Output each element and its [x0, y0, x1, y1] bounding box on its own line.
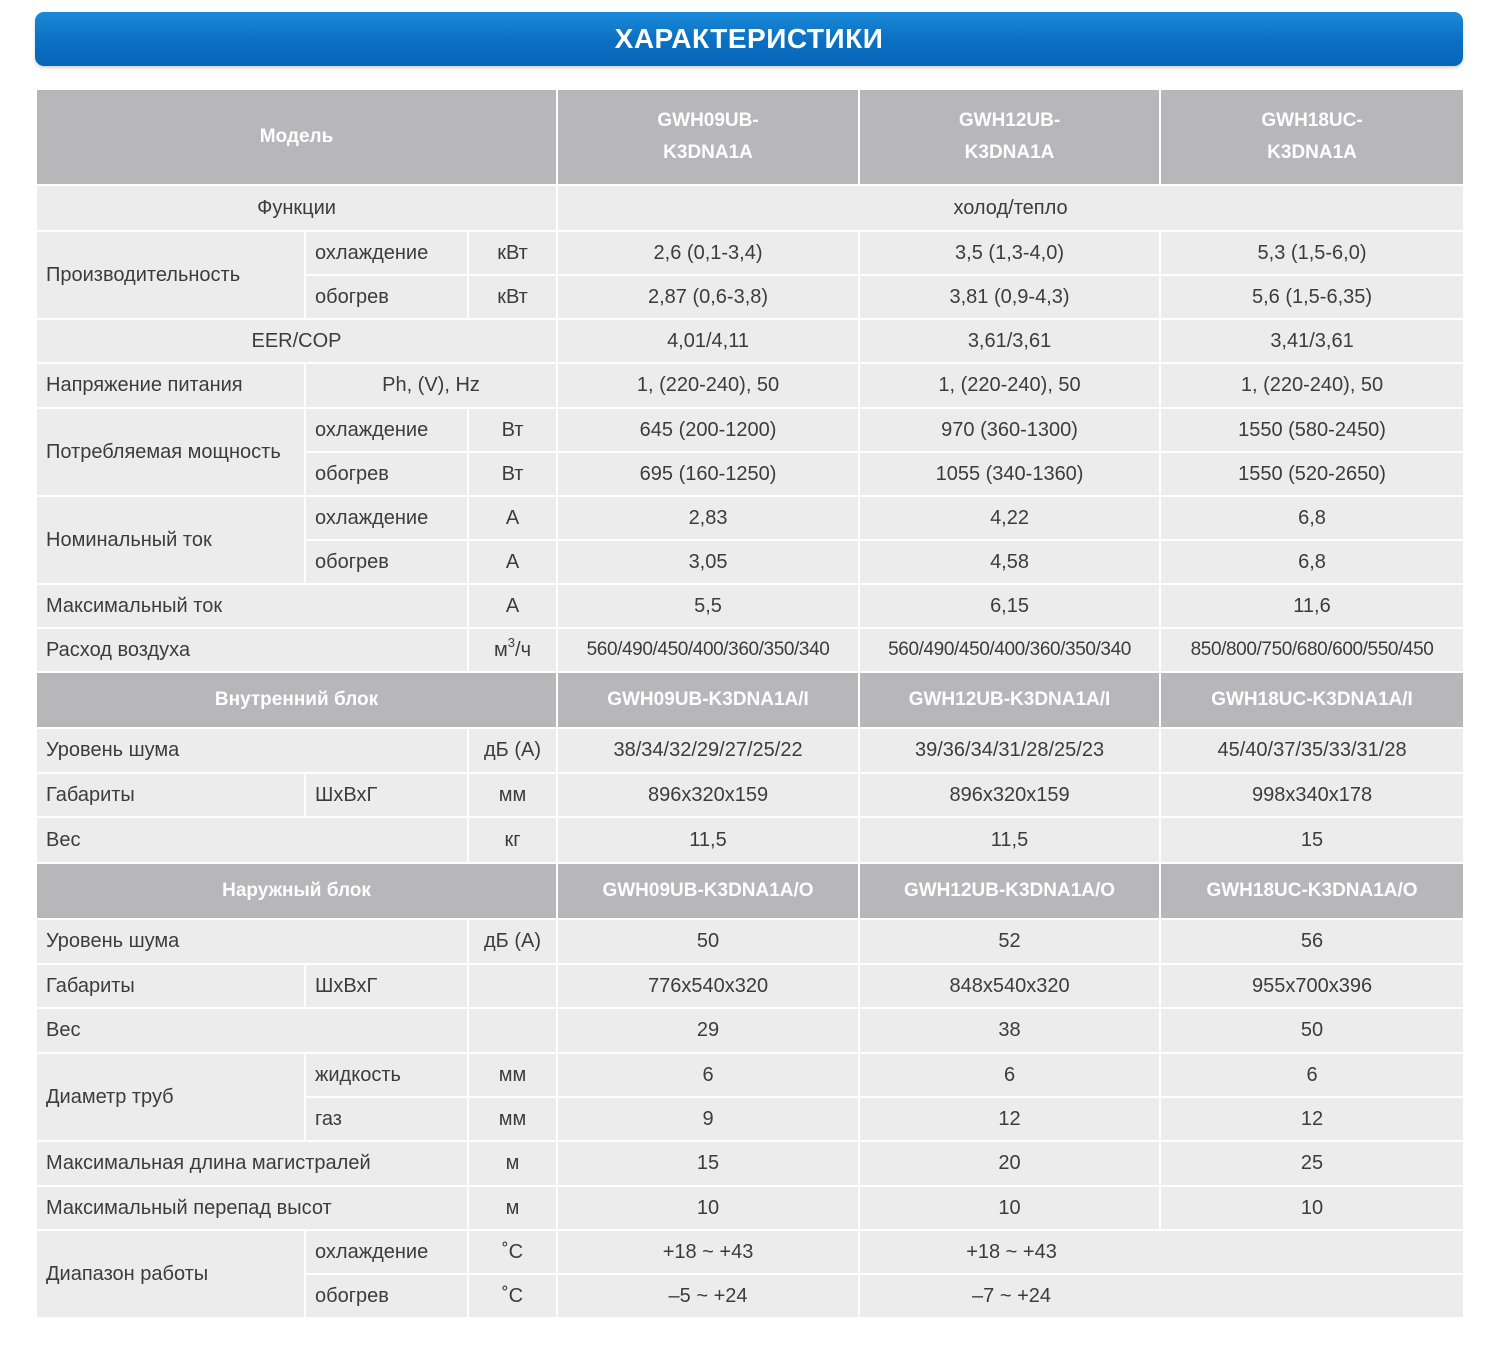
range-cooling-value: +18 ~ +43: [859, 1230, 1464, 1274]
range-heating-value: –7 ~ +24: [859, 1274, 1464, 1318]
table-row: [36, 1186, 1464, 1230]
table-row: [36, 728, 1464, 773]
range-heating-value: –5 ~ +24: [557, 1274, 859, 1318]
indoor-noise-value: 38/34/32/29/27/25/22: [557, 728, 859, 773]
indoor-weight-value: 11,5: [859, 817, 1160, 863]
table-row: [36, 1141, 1464, 1186]
airflow-value: 560/490/450/400/360/350/340: [859, 628, 1160, 672]
pipes-liquid-value: 6: [859, 1053, 1160, 1097]
range-heating-unit: ˚С: [468, 1274, 557, 1318]
model-header-row: [36, 89, 1464, 185]
outdoor-model: GWH18UC-K3DNA1A/O: [1160, 863, 1464, 919]
power-cooling-value: 970 (360-1300): [859, 408, 1160, 452]
model-3: GWH18UC- K3DNA1A: [1160, 89, 1464, 185]
indoor-dims-label: Габариты: [36, 773, 305, 817]
outdoor-dims-unit: [468, 964, 557, 1008]
pipes-label: Диаметр труб: [36, 1053, 305, 1141]
indoor-weight-value: 11,5: [557, 817, 859, 863]
voltage-unit: Ph, (V), Hz: [305, 363, 557, 408]
pipes-liquid-value: 6: [1160, 1053, 1464, 1097]
table-row: [36, 1230, 1464, 1274]
table-row: [36, 584, 1464, 628]
outdoor-dims-value: 955x700x396: [1160, 964, 1464, 1008]
table-row: [36, 185, 1464, 231]
specifications-table: [35, 88, 1465, 1319]
outdoor-weight-label: Вес: [36, 1008, 468, 1053]
current-label: Номинальный ток: [36, 496, 305, 584]
functions-label: Функции: [36, 185, 557, 231]
max-length-value: 20: [859, 1141, 1160, 1186]
table-row: [36, 919, 1464, 964]
pipes-liquid-value: 6: [557, 1053, 859, 1097]
pipes-gas-unit: мм: [468, 1097, 557, 1141]
airflow-label: Расход воздуха: [36, 628, 468, 672]
eer-label: EER/COP: [36, 319, 557, 363]
current-cooling-value: 6,8: [1160, 496, 1464, 540]
table-row: [36, 964, 1464, 1008]
outdoor-noise-value: 56: [1160, 919, 1464, 964]
indoor-weight-value: 15: [1160, 817, 1464, 863]
voltage-value: 1, (220-240), 50: [1160, 363, 1464, 408]
eer-value: 3,41/3,61: [1160, 319, 1464, 363]
indoor-dims-sub: ШхВхГ: [305, 773, 468, 817]
range-cooling-unit: ˚С: [468, 1230, 557, 1274]
outdoor-weight-value: 50: [1160, 1008, 1464, 1053]
indoor-model: GWH18UC-K3DNA1A/I: [1160, 672, 1464, 728]
current-heating-unit: А: [468, 540, 557, 584]
model-1: GWH09UB- K3DNA1A: [557, 89, 859, 185]
power-cooling-label: охлаждение: [305, 408, 468, 452]
max-current-value: 11,6: [1160, 584, 1464, 628]
outdoor-model: GWH09UB-K3DNA1A/O: [557, 863, 859, 919]
power-cooling-value: 1550 (580-2450): [1160, 408, 1464, 452]
power-cooling-unit: Вт: [468, 408, 557, 452]
current-heating-value: 3,05: [557, 540, 859, 584]
indoor-dims-value: 896x320x159: [557, 773, 859, 817]
current-cooling-unit: А: [468, 496, 557, 540]
voltage-value: 1, (220-240), 50: [859, 363, 1160, 408]
max-length-value: 25: [1160, 1141, 1464, 1186]
capacity-cooling-value: 2,6 (0,1-3,4): [557, 231, 859, 275]
section-title-banner: [35, 12, 1463, 66]
table-row: [36, 817, 1464, 863]
indoor-dims-value: 998x340x178: [1160, 773, 1464, 817]
outdoor-dims-value: 776x540x320: [557, 964, 859, 1008]
capacity-cooling-label: охлаждение: [305, 231, 468, 275]
power-heating-unit: Вт: [468, 452, 557, 496]
max-length-unit: м: [468, 1141, 557, 1186]
outdoor-weight-value: 29: [557, 1008, 859, 1053]
current-cooling-label: охлаждение: [305, 496, 468, 540]
range-cooling-value: +18 ~ +43: [557, 1230, 859, 1274]
pipes-gas-value: 12: [859, 1097, 1160, 1141]
pipes-gas-label: газ: [305, 1097, 468, 1141]
outdoor-header-row: [36, 863, 1464, 919]
table-row: [36, 1008, 1464, 1053]
max-length-label: Максимальная длина магистралей: [36, 1141, 468, 1186]
indoor-label: Внутренний блок: [36, 672, 557, 728]
indoor-dims-value: 896x320x159: [859, 773, 1160, 817]
current-cooling-value: 4,22: [859, 496, 1160, 540]
indoor-model: GWH09UB-K3DNA1A/I: [557, 672, 859, 728]
outdoor-weight-unit: [468, 1008, 557, 1053]
capacity-heating-value: 2,87 (0,6-3,8): [557, 275, 859, 319]
power-heating-value: 1055 (340-1360): [859, 452, 1160, 496]
outdoor-model: GWH12UB-K3DNA1A/O: [859, 863, 1160, 919]
table-row: [36, 773, 1464, 817]
max-current-value: 6,15: [859, 584, 1160, 628]
capacity-heating-value: 5,6 (1,5-6,35): [1160, 275, 1464, 319]
indoor-header-row: [36, 672, 1464, 728]
indoor-noise-label: Уровень шума: [36, 728, 468, 773]
section-title: ХАРАКТЕРИСТИКИ: [614, 23, 884, 54]
max-current-unit: А: [468, 584, 557, 628]
max-height-value: 10: [859, 1186, 1160, 1230]
table-row: [36, 231, 1464, 275]
current-heating-value: 6,8: [1160, 540, 1464, 584]
indoor-weight-unit: кг: [468, 817, 557, 863]
pipes-gas-value: 9: [557, 1097, 859, 1141]
table-row: [36, 408, 1464, 452]
capacity-cooling-value: 3,5 (1,3-4,0): [859, 231, 1160, 275]
table-row: [36, 363, 1464, 408]
outdoor-dims-sub: ШхВхГ: [305, 964, 468, 1008]
capacity-heating-unit: кВт: [468, 275, 557, 319]
airflow-value: 560/490/450/400/360/350/340: [557, 628, 859, 672]
max-height-unit: м: [468, 1186, 557, 1230]
eer-value: 4,01/4,11: [557, 319, 859, 363]
indoor-noise-value: 45/40/37/35/33/31/28: [1160, 728, 1464, 773]
max-height-value: 10: [1160, 1186, 1464, 1230]
outdoor-noise-value: 50: [557, 919, 859, 964]
model-2: GWH12UB- K3DNA1A: [859, 89, 1160, 185]
outdoor-noise-unit: дБ (А): [468, 919, 557, 964]
power-heating-label: обогрев: [305, 452, 468, 496]
table-row: [36, 1053, 1464, 1097]
airflow-unit: $м^3/ч$: [468, 628, 557, 672]
max-height-value: 10: [557, 1186, 859, 1230]
voltage-label: Напряжение питания: [36, 363, 305, 408]
capacity-label: Производительность: [36, 231, 305, 319]
eer-value: 3,61/3,61: [859, 319, 1160, 363]
max-current-value: 5,5: [557, 584, 859, 628]
power-label: Потребляемая мощность: [36, 408, 305, 496]
pipes-liquid-label: жидкость: [305, 1053, 468, 1097]
max-current-label: Максимальный ток: [36, 584, 468, 628]
current-cooling-value: 2,83: [557, 496, 859, 540]
table-row: [36, 496, 1464, 540]
outdoor-dims-label: Габариты: [36, 964, 305, 1008]
table-row: [36, 628, 1464, 672]
indoor-model: GWH12UB-K3DNA1A/I: [859, 672, 1160, 728]
pipes-gas-value: 12: [1160, 1097, 1464, 1141]
indoor-noise-unit: дБ (А): [468, 728, 557, 773]
power-heating-value: 695 (160-1250): [557, 452, 859, 496]
capacity-cooling-unit: кВт: [468, 231, 557, 275]
airflow-value: 850/800/750/680/600/550/450: [1160, 628, 1464, 672]
max-height-label: Максимальный перепад высот: [36, 1186, 468, 1230]
model-label: Модель: [36, 89, 557, 185]
capacity-cooling-value: 5,3 (1,5-6,0): [1160, 231, 1464, 275]
functions-value: холод/тепло: [557, 185, 1464, 231]
indoor-dims-unit: мм: [468, 773, 557, 817]
range-label: Диапазон работы: [36, 1230, 305, 1318]
capacity-heating-value: 3,81 (0,9-4,3): [859, 275, 1160, 319]
current-heating-value: 4,58: [859, 540, 1160, 584]
outdoor-label: Наружный блок: [36, 863, 557, 919]
current-heating-label: обогрев: [305, 540, 468, 584]
indoor-weight-label: Вес: [36, 817, 468, 863]
pipes-liquid-unit: мм: [468, 1053, 557, 1097]
indoor-noise-value: 39/36/34/31/28/25/23: [859, 728, 1160, 773]
outdoor-weight-value: 38: [859, 1008, 1160, 1053]
voltage-value: 1, (220-240), 50: [557, 363, 859, 408]
power-cooling-value: 645 (200-1200): [557, 408, 859, 452]
capacity-heating-label: обогрев: [305, 275, 468, 319]
outdoor-dims-value: 848x540x320: [859, 964, 1160, 1008]
power-heating-value: 1550 (520-2650): [1160, 452, 1464, 496]
max-length-value: 15: [557, 1141, 859, 1186]
outdoor-noise-label: Уровень шума: [36, 919, 468, 964]
range-heating-label: обогрев: [305, 1274, 468, 1318]
range-cooling-label: охлаждение: [305, 1230, 468, 1274]
outdoor-noise-value: 52: [859, 919, 1160, 964]
table-row: [36, 319, 1464, 363]
